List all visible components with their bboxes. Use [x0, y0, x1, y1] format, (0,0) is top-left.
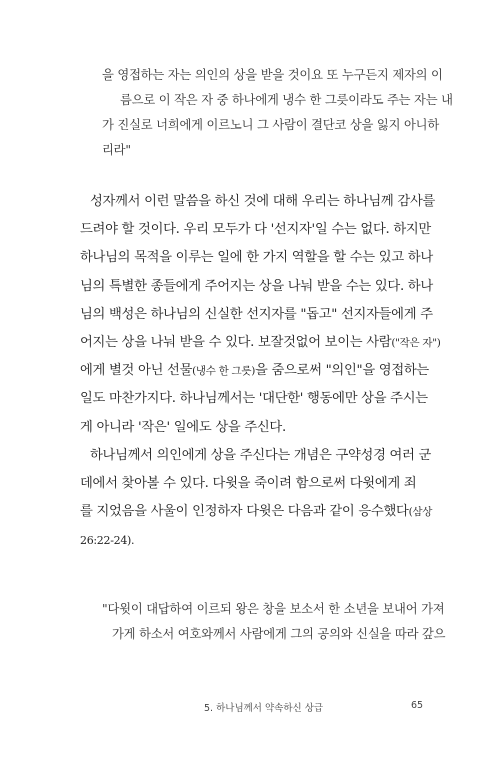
quote-line: 가게 하소서 여호와께서 사람에게 그의 공의와 신실을 따라 갚으 [112, 627, 446, 641]
paragraph-2 [80, 442, 436, 555]
text-line: 드려야 할 것이다. 우리 모두가 다 '선지자'일 수는 없다. 하지만 [80, 222, 431, 238]
text-line: 데에서 찾아볼 수 있다. 다윗을 죽이려 함으로써 다윗에게 죄 [80, 476, 417, 492]
text-segment: 어지는 상을 나눠 받을 수 있다. 보잘것없어 보이는 사람 [80, 335, 392, 351]
text-line [80, 357, 436, 385]
quote-line: "다윗이 대답하여 이르되 왕은 창을 보소서 한 소년을 보내어 가져 [102, 602, 445, 616]
inline-note: (삼상 [408, 506, 433, 519]
text-line: 26:22-24). [80, 533, 135, 547]
quote-line: 리라" [102, 143, 131, 157]
inline-note: ("작은 자") [391, 337, 441, 350]
scripture-quote-bottom [102, 597, 446, 647]
chapter-title: 5. 하나님께서 약속하신 상급 [204, 703, 324, 714]
page-number: 65 [411, 700, 424, 711]
text-segment: 를 지었음을 사울이 인정하자 다윗은 다음과 같이 응수했다 [80, 504, 409, 520]
quote-line: 름으로 이 작은 자 중 하나에게 냉수 한 그릇이라도 주는 자는 내 [120, 93, 453, 107]
text-line: 일도 마찬가지다. 하나님께서는 '대단한' 행동에만 상을 주시는 [80, 391, 428, 407]
text-line: 하나님께서 의인에게 상을 주신다는 개념은 구약성경 여러 군 [90, 448, 432, 463]
text-segment: 을 줌으로써 "의인"을 영접하는 [255, 363, 429, 379]
text-line [80, 498, 436, 526]
paragraph-1 [80, 188, 441, 442]
text-line: 하나님의 목적을 이루는 일에 한 가지 역할을 할 수는 있고 하나 [80, 250, 433, 266]
text-segment: 에게 별것 아닌 선물 [80, 363, 193, 379]
text-line: 님의 백성은 하나님의 신실한 선지자를 "돕고" 선지자들에게 주 [80, 306, 433, 322]
text-line: 성자께서 이런 말씀을 하신 것에 대해 우리는 하나님께 감사를 [90, 194, 436, 209]
text-line [80, 329, 441, 357]
quote-line: 가 진실로 너희에게 이르노니 그 사람이 결단코 상을 잃지 아니하 [102, 118, 440, 132]
text-line: 게 아니라 '작은' 일에도 상을 주신다. [80, 419, 286, 435]
inline-note: (냉수 한 그릇) [192, 365, 256, 378]
scripture-quote-top [102, 63, 453, 163]
text-line: 님의 특별한 종들에게 주어지는 상을 나눠 받을 수는 있다. 하나 [80, 278, 433, 294]
page-footer [0, 700, 500, 714]
quote-line: 을 영접하는 자는 의인의 상을 받을 것이요 또 누구든지 제자의 이 [102, 68, 443, 82]
